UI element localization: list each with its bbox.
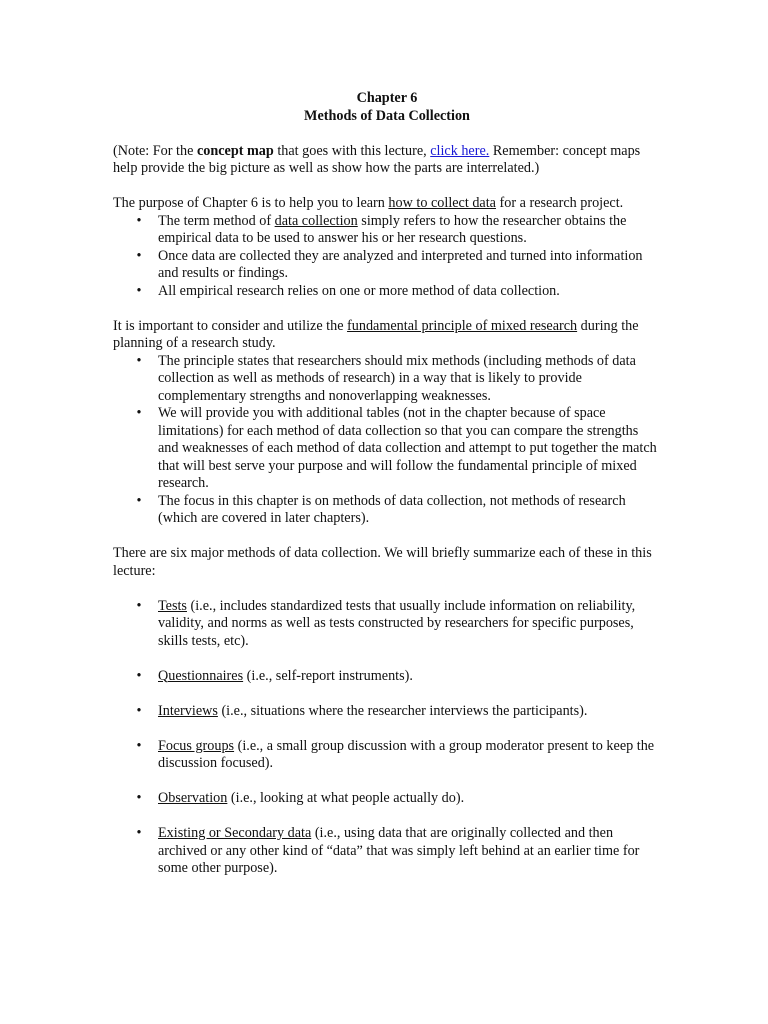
method-item-focus-groups	[113, 738, 661, 773]
bullet-text-post: simply refers to how the researcher obtains the empirical data to be used to answer his or her research questions.	[158, 212, 627, 246]
purpose-suffix: for a research project.	[495, 195, 624, 211]
bullet-text: Once data are collected they are analyzed and interpreted and turned into information and results or findings.	[158, 247, 643, 281]
note-suffix: Remember: concept maps help provide the big picture as well as show how the parts are interrelated.)	[113, 142, 641, 176]
bullet-icon: •	[136, 702, 142, 719]
methods-list	[113, 825, 661, 878]
method-desc: (i.e., self-report instruments).	[243, 667, 413, 684]
methods-list	[113, 790, 661, 808]
method-item-questionnaires	[113, 668, 661, 686]
purpose-paragraph	[113, 195, 661, 213]
method-term: Focus groups	[158, 737, 235, 754]
principle-prefix: It is important to consider and utilize the	[113, 317, 348, 334]
method-desc: (i.e., using data that are originally collected and then archived or any other kind of “data” that was simply left behind at an earlier time for some other purpose).	[158, 825, 640, 876]
bullet-icon: •	[136, 352, 142, 369]
bullet-icon: •	[136, 247, 142, 264]
method-item-tests	[113, 598, 661, 651]
bullet-text-pre: The term method of	[158, 212, 275, 229]
click-here-link[interactable]: click here.	[430, 142, 490, 159]
list-item	[113, 283, 661, 301]
method-term: Tests	[158, 597, 187, 614]
method-term: Interviews	[158, 702, 218, 719]
method-term: Existing or Secondary data	[158, 825, 312, 841]
bullet-icon: •	[136, 282, 142, 299]
methods-list	[113, 668, 661, 686]
note-prefix: (Note: For the	[113, 142, 197, 159]
methods-intro: There are six major methods of data collection. We will briefly summarize each of these in this lecture:	[113, 545, 652, 579]
chapter-heading: Chapter 6	[356, 90, 418, 106]
note-paragraph	[113, 143, 661, 178]
bullet-icon: •	[136, 737, 142, 754]
bullet-icon: •	[136, 790, 142, 806]
methods-list	[113, 703, 661, 721]
method-item-observation	[113, 790, 661, 808]
principle-paragraph	[113, 318, 661, 353]
document-page	[113, 90, 661, 878]
list-item	[113, 248, 661, 283]
bullet-text: All empirical research relies on one or more method of data collection.	[158, 282, 560, 299]
list-item	[113, 405, 661, 493]
mixed-research-term: fundamental principle of mixed research	[347, 317, 578, 334]
method-item-interviews	[113, 703, 661, 721]
collect-data-term: how to collect data	[388, 195, 496, 211]
bullet-text: The focus in this chapter is on methods of data collection, not methods of research (which are covered in later chapters).	[158, 492, 626, 526]
methods-list	[113, 738, 661, 773]
document-title: Methods of Data Collection	[304, 107, 470, 124]
method-desc: (i.e., looking at what people actually do).	[227, 790, 465, 806]
purpose-bullet-list	[113, 213, 661, 301]
method-desc: (i.e., includes standardized tests that usually include information on reliability, validity, and norms as well as tests constructed by researchers for specific purposes, skills tests, etc).	[158, 597, 636, 649]
method-term: Questionnaires	[158, 667, 244, 684]
list-item	[113, 213, 661, 248]
principle-suffix: during the planning of a research study.	[113, 317, 639, 351]
bullet-icon: •	[136, 405, 142, 421]
method-desc: (i.e., situations where the researcher interviews the participants).	[217, 702, 588, 719]
bullet-icon: •	[136, 825, 142, 841]
list-item	[113, 353, 661, 406]
principle-bullet-list	[113, 353, 661, 528]
bullet-icon: •	[136, 212, 142, 229]
methods-list	[113, 598, 661, 651]
bullet-text: The principle states that researchers should mix methods (including methods of data collection as well as methods of research) in a way that is likely to provide complementary strengths and nonoverlapping weaknesses.	[158, 352, 636, 404]
purpose-prefix: The purpose of Chapter 6 is to help you to learn	[113, 195, 389, 211]
bullet-text: We will provide you with additional tables (not in the chapter because of space limitations) for each method of data collection so that you can compare the strengths and weaknesses of each method of data collection and attempt to put together the match that will best serve your purpose and will follow the fundamental principle of mixed research.	[158, 405, 657, 491]
bullet-icon: •	[136, 597, 142, 614]
concept-map-term: concept map	[196, 142, 274, 159]
list-item	[113, 493, 661, 528]
note-middle: that goes with this lecture,	[273, 142, 431, 159]
method-item-existing-data	[113, 825, 661, 878]
data-collection-term: data collection	[274, 212, 358, 229]
method-desc: (i.e., a small group discussion with a group moderator present to keep the discussion focused).	[158, 737, 655, 771]
bullet-icon: •	[136, 667, 142, 684]
bullet-icon: •	[136, 492, 142, 509]
method-term: Observation	[158, 790, 228, 806]
